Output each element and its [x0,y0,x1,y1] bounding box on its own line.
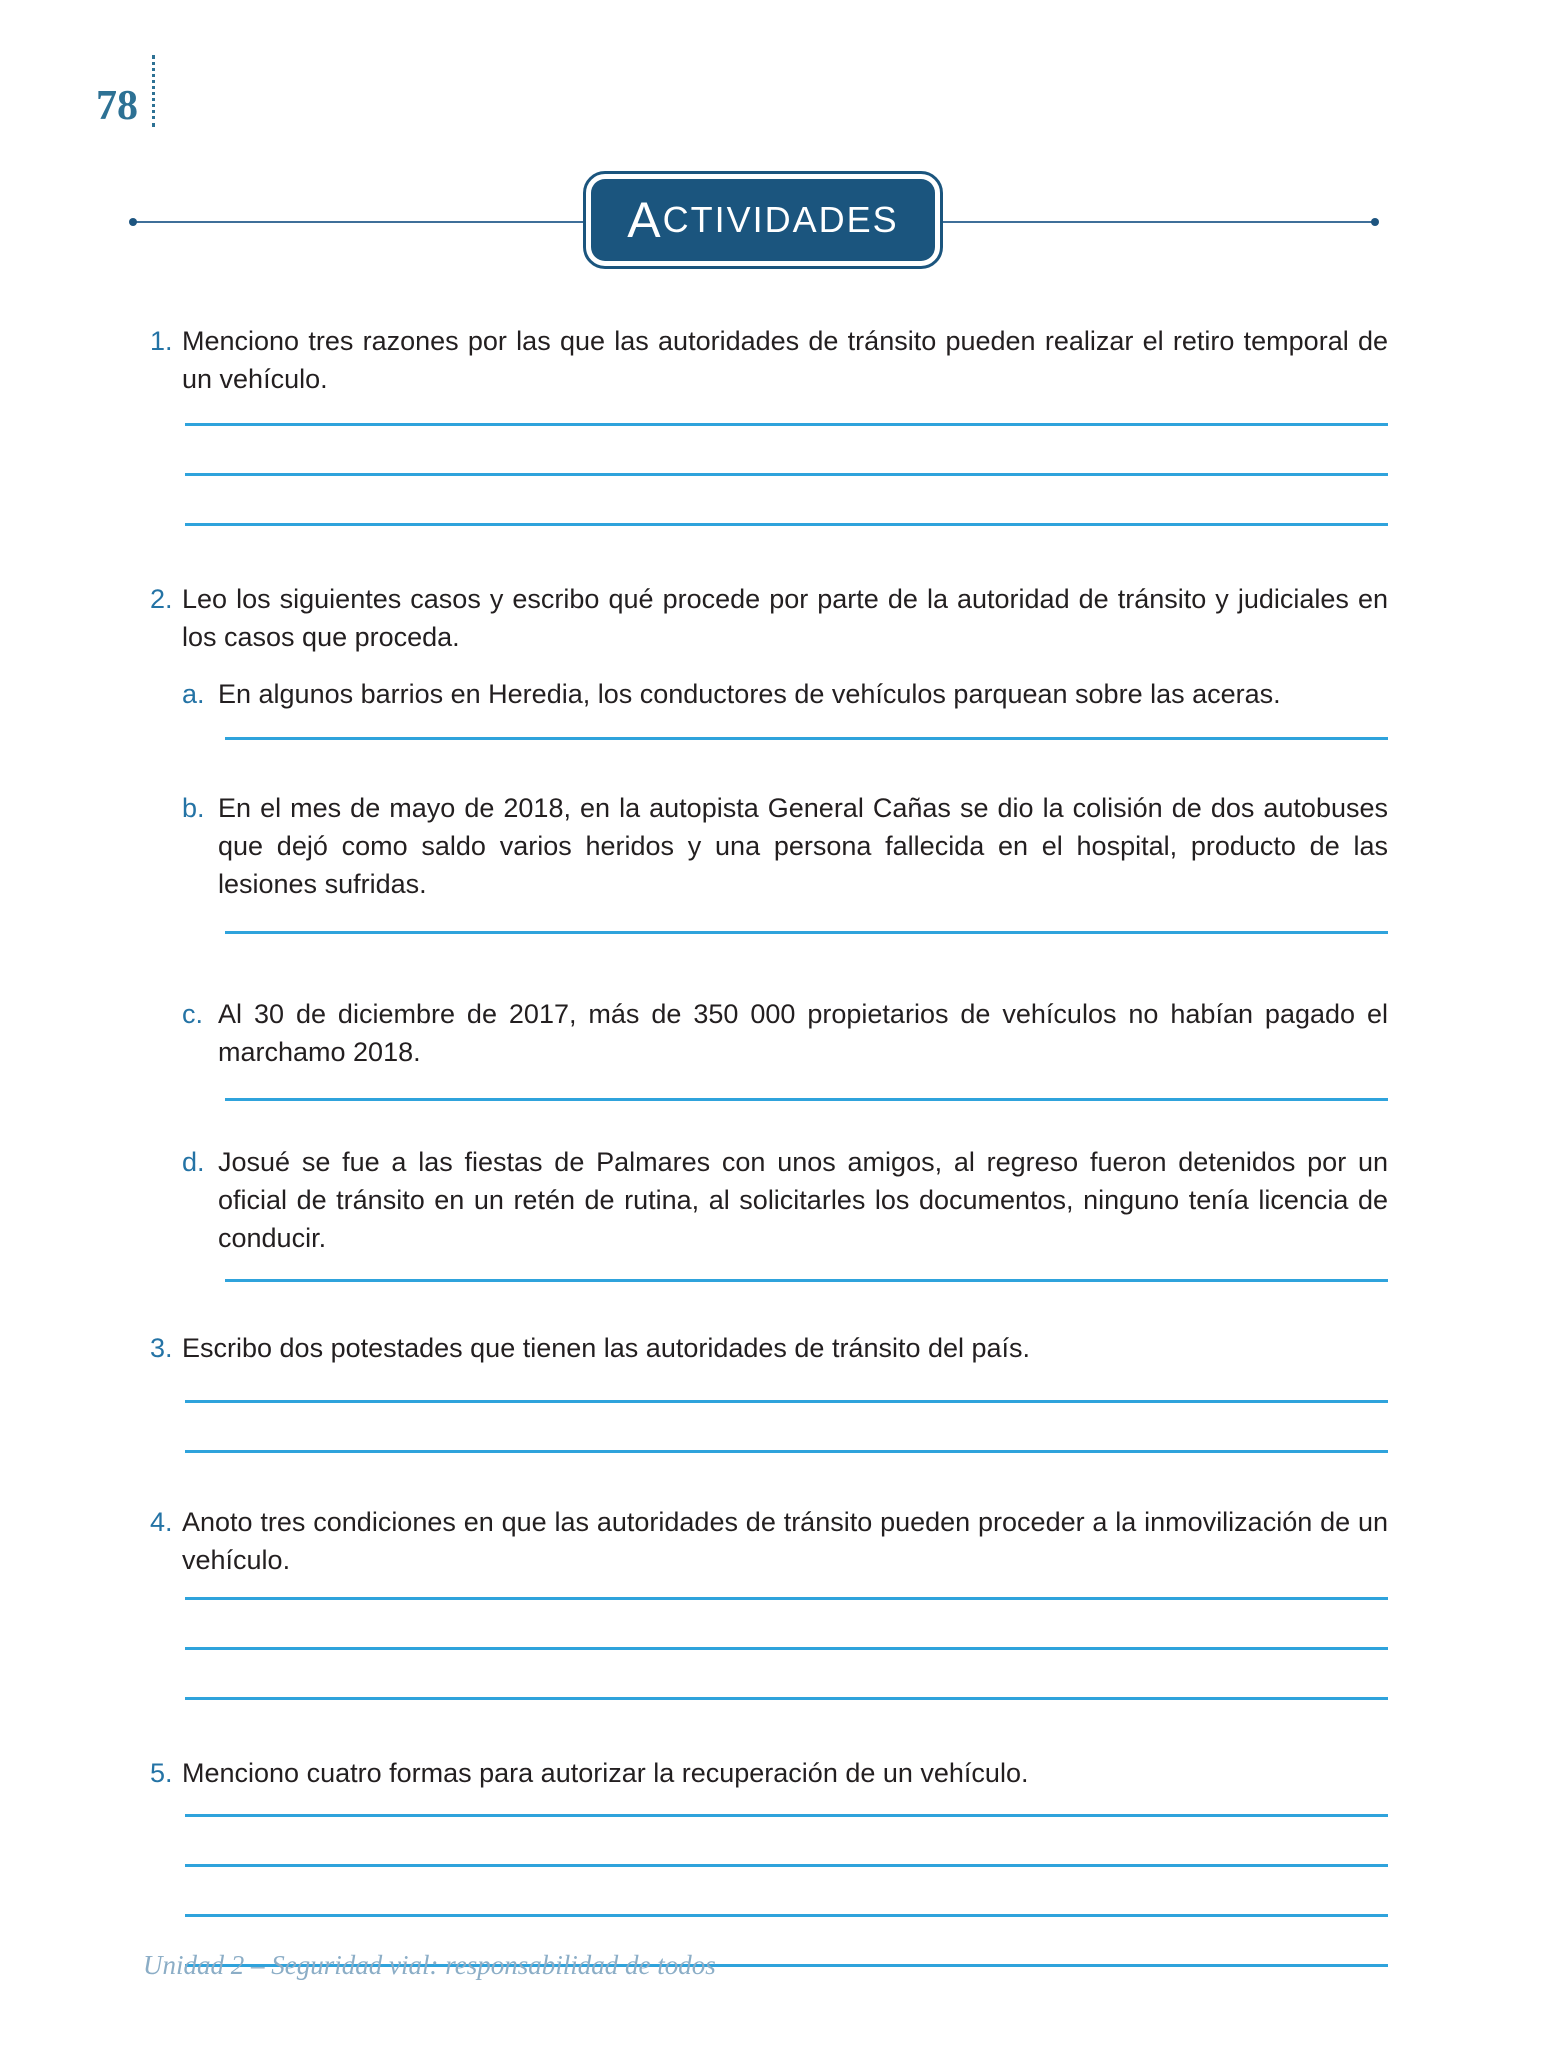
question-1-answer-lines [185,376,1388,526]
answer-line[interactable] [185,1403,1388,1453]
badge-title-rest: CTIVIDADES [662,199,899,240]
badge-title-initial: A [627,192,663,248]
item-d-letter: d. [182,1147,205,1177]
activities-content [150,308,1388,1967]
question-2-item-c [150,995,1388,1101]
item-a-letter: a. [182,679,205,709]
item-b-text: En el mes de mayo de 2018, en la autopista General Cañas se dio la colisión de dos autobuses que dejó como saldo varios heridos y una persona fallecida en el hospital, producto de las lesiones sufridas. [218,793,1388,899]
answer-line[interactable] [185,1650,1388,1700]
answer-line[interactable] [185,1600,1388,1650]
question-3 [150,1329,1388,1453]
answer-line[interactable] [185,1817,1388,1867]
rule-end-dot [1371,218,1379,226]
question-2-item-d [150,1143,1388,1282]
activities-badge-title [591,179,935,261]
item-a-text: En algunos barrios en Heredia, los conductores de vehículos parquean sobre las aceras. [218,679,1281,709]
question-5-answer-lines [185,1767,1388,1967]
question-4 [150,1503,1388,1700]
answer-line[interactable] [185,476,1388,526]
question-4-text: Anoto tres condiciones en que las autoridades de tránsito pueden proceder a la inmovilización de un vehículo. [182,1507,1388,1575]
item-b-letter: b. [182,793,205,823]
question-3-answer-lines [185,1353,1388,1453]
question-3-text: Escribo dos potestades que tienen las autoridades de tránsito del país. [182,1333,1031,1363]
item-c-text: Al 30 de diciembre de 2017, más de 350 000 propietarios de vehículos no habían pagado el marchamo 2018. [218,999,1388,1067]
answer-line[interactable] [185,1867,1388,1917]
question-2-item-b [150,789,1388,934]
question-2 [150,580,1388,1282]
item-c-letter: c. [182,999,204,1029]
question-5 [150,1754,1388,1967]
page-number: 78 [96,83,138,129]
question-4-number: 4. [150,1507,173,1537]
question-1 [150,322,1388,526]
question-1-number: 1. [150,326,173,356]
question-5-number: 5. [150,1758,173,1788]
answer-line[interactable] [185,426,1388,476]
question-5-text: Menciono cuatro formas para autorizar la recuperación de un vehículo. [182,1758,1029,1788]
question-2-item-a [150,675,1388,740]
unit-footer: Unidad 2 – Seguridad vial: responsabilidad de todos [143,1950,716,1980]
question-1-text: Menciono tres razones por las que las autoridades de tránsito pueden realizar el retiro temporal de un vehículo. [182,326,1388,394]
rule-end-dot [129,218,137,226]
activities-badge [583,171,943,269]
corner-dotted-divider [152,55,155,127]
question-2-number: 2. [150,584,173,614]
question-2-text: Leo los siguientes casos y escribo qué procede por parte de la autoridad de tránsito y judiciales en los casos que proceda. [182,584,1388,652]
item-d-text: Josué se fue a las fiestas de Palmares con unos amigos, al regreso fueron detenidos por un oficial de tránsito en un retén de rutina, al solicitarles los documentos, ninguno tenía licencia de conducir. [218,1147,1388,1253]
question-3-number: 3. [150,1333,173,1363]
